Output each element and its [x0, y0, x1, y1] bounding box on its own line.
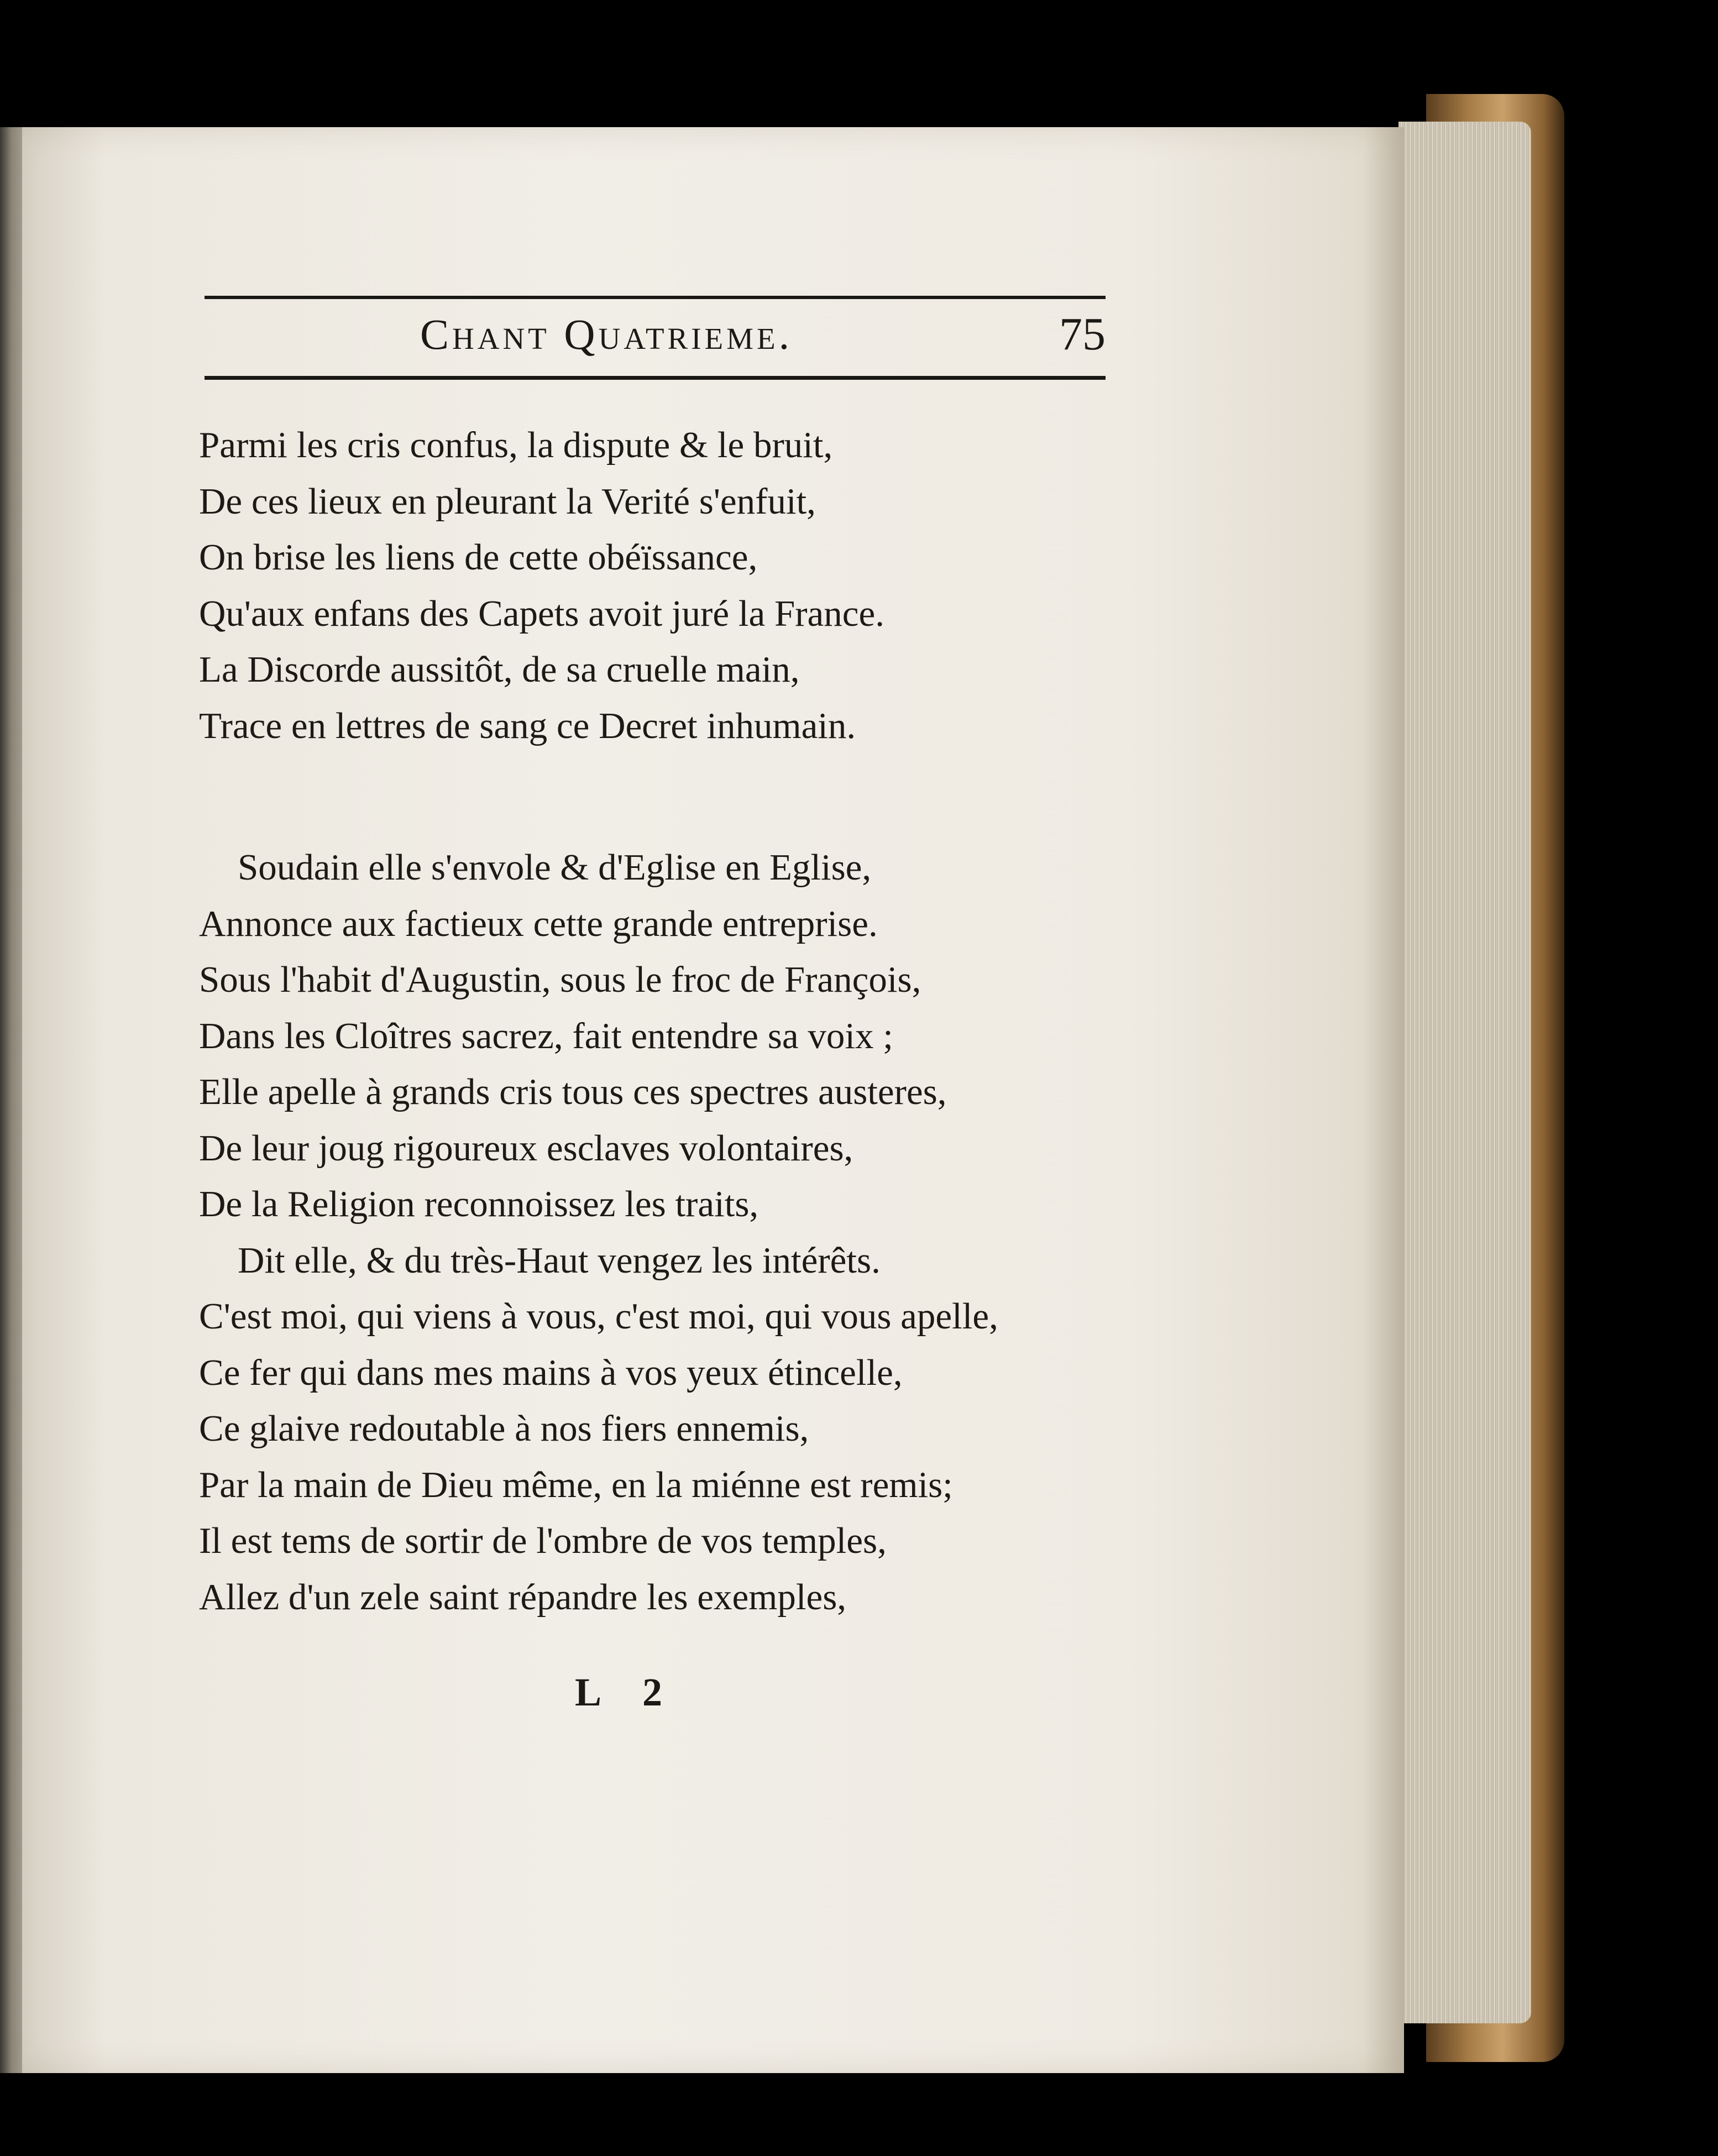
verse-line: Elle apelle à grands cris tous ces spectres austeres, — [199, 1071, 947, 1112]
running-head — [205, 310, 1106, 373]
verse-line: La Discorde aussitôt, de sa cruelle main, — [199, 649, 800, 690]
verse-line: Ce fer qui dans mes mains à vos yeux étincelle, — [199, 1352, 903, 1393]
verse-line: Allez d'un zele saint répandre les exemples, — [199, 1576, 847, 1618]
verse-line: Soudain elle s'envole & d'Eglise en Eglise, — [238, 847, 872, 888]
verse-line: Dans les Cloîtres sacrez, fait entendre sa voix ; — [199, 1015, 893, 1056]
verse-line: Dit elle, & du très-Haut vengez les intérêts. — [238, 1239, 881, 1281]
verse-line: Ce glaive redoutable à nos fiers ennemis, — [199, 1408, 809, 1449]
verse-line: De la Religion reconnoissez les traits, — [199, 1184, 759, 1224]
page-number: 75 — [1059, 308, 1106, 360]
verse-line: Par la main de Dieu même, en la miénne est remis; — [199, 1464, 953, 1505]
verse-line: Annonce aux factieux cette grande entreprise. — [199, 903, 878, 944]
verse-line: Sous l'habit d'Augustin, sous le froc de François, — [199, 959, 921, 1000]
verse-line: Trace en lettres de sang ce Decret inhumain. — [199, 705, 856, 746]
header-rule-bottom — [205, 376, 1106, 380]
verse-line: Parmi les cris confus, la dispute & le bruit, — [199, 425, 833, 465]
stanza-break — [199, 754, 1128, 840]
verse-line: De ces lieux en pleurant la Verité s'enfuit, — [199, 480, 816, 522]
verse-line: C'est moi, qui viens à vous, c'est moi, qui vous apelle, — [199, 1296, 998, 1337]
page-block-edges — [1399, 122, 1531, 2023]
verse-line: On brise les liens de cette obéïssance, — [199, 537, 758, 578]
signature-mark: L 2 — [575, 1670, 679, 1714]
header-rule-top — [205, 296, 1106, 299]
verse-line: Il est tems de sortir de l'ombre de vos temples, — [199, 1520, 887, 1561]
running-title: Chant Quatrieme. — [420, 310, 793, 358]
verse-body — [199, 417, 1128, 1625]
verse-line: Qu'aux enfans des Capets avoit juré la France. — [199, 593, 884, 634]
verse-line: De leur joug rigoureux esclaves volontaires, — [199, 1127, 853, 1169]
